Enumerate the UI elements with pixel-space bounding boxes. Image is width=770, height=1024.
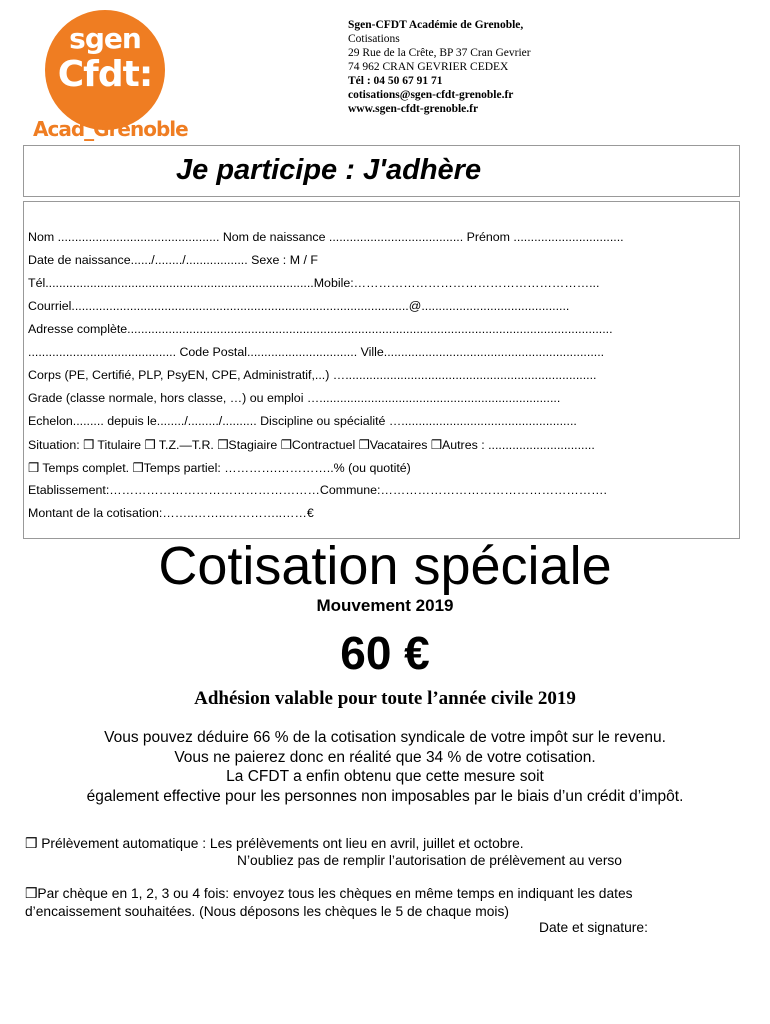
- form-line-situation[interactable]: Situation: ❒ Titulaire ❒ T.Z.—T.R. ❒Stagiaire ❒Contractuel ❒Vacataires ❒Autres : ...............................: [28, 438, 595, 452]
- payment-cheque-note: d’encaissement souhaitées. (Nous déposons les chèques le 5 de chaque mois): [25, 904, 509, 919]
- form-line-postcode-city[interactable]: ........................................... Code Postal................................ Ville................................................................: [28, 345, 605, 359]
- form-line-grade[interactable]: Grade (classe normale, hors classe, …) ou emploi …......................................................................: [28, 391, 561, 405]
- tax-line-4: également effective pour les personnes non imposables par le biais d’un crédit d’impôt.: [86, 787, 684, 805]
- form-line-email[interactable]: Courriel..................................................................................................@...........................................: [28, 299, 570, 313]
- tax-line-3: La CFDT a enfin obtenu que cette mesure soit: [226, 768, 544, 785]
- page-title: Je participe : J'adhère: [176, 154, 482, 186]
- payment-cheque-option[interactable]: ❒Par chèque en 1, 2, 3 ou 4 fois: envoyez tous les chèques en même temps en indiquant les dates: [25, 886, 633, 901]
- form-line-birth[interactable]: Date de naissance....../......../.................. Sexe : M / F: [28, 253, 318, 267]
- address-email[interactable]: cotisations@sgen-cfdt-grenoble.fr: [348, 89, 514, 101]
- form-line-work-time[interactable]: ❒ Temps complet. ❒Temps partiel: ………….…………..% (ou quotité): [28, 461, 411, 475]
- form-line-phone[interactable]: Tél..............................................................................Mobile:…………………………………………………...: [28, 276, 600, 290]
- special-subheading: Mouvement 2019: [316, 596, 454, 615]
- payment-auto-option[interactable]: ❒ Prélèvement automatique : Les prélèvements ont lieu en avril, juillet et octobre.: [25, 836, 524, 851]
- address-org: Sgen-CFDT Académie de Grenoble,: [348, 19, 524, 31]
- validity-note: Adhésion valable pour toute l’année civile 2019: [194, 688, 576, 709]
- membership-form: [23, 201, 740, 539]
- form-line-amount[interactable]: Montant de la cotisation:……..……..…………..……€: [28, 506, 314, 520]
- logo-line-1: sgen: [69, 22, 141, 55]
- payment-auto-note: N’oubliez pas de remplir l’autorisation de prélèvement au verso: [237, 853, 622, 868]
- address-dept: Cotisations: [348, 33, 400, 45]
- tax-line-1: Vous pouvez déduire 66 % de la cotisation syndicale de votre impôt sur le revenu.: [104, 729, 666, 746]
- tax-paragraph: [0, 728, 770, 806]
- tax-line-2: Vous ne paierez donc en réalité que 34 % de votre cotisation.: [174, 748, 596, 766]
- address-phone: Tél : 04 50 67 91 71: [348, 75, 443, 87]
- form-line-echelon[interactable]: Echelon......... depuis le......../........./.......... Discipline ou spécialité …...................................................: [28, 414, 577, 428]
- title-box: [23, 145, 740, 197]
- signature-label: Date et signature:: [539, 920, 648, 935]
- special-amount: 60 €: [340, 627, 430, 679]
- logo-caption: Acad_Grenoble: [33, 117, 188, 141]
- address-block: [348, 18, 531, 116]
- form-line-establishment[interactable]: Etablissement:……………………………………………Commune:……………………………………………….: [28, 483, 607, 497]
- form-line-name[interactable]: Nom ............................................... Nom de naissance ....................................... Prénom ................................: [28, 230, 624, 244]
- logo-line-2: Cfdt:: [57, 54, 153, 95]
- form-line-corps[interactable]: Corps (PE, Certifié, PLP, PsyEN, CPE, Administratif,...) ….........................................................................: [28, 368, 597, 382]
- address-street: 29 Rue de la Crête, BP 37 Cran Gevrier: [348, 47, 531, 59]
- address-web[interactable]: www.sgen-cfdt-grenoble.fr: [348, 103, 479, 115]
- sgen-cfdt-logo: [45, 10, 165, 130]
- special-heading: Cotisation spéciale: [158, 536, 612, 596]
- address-city: 74 962 CRAN GEVRIER CEDEX: [348, 61, 509, 73]
- form-line-address[interactable]: Adresse complète.............................................................................................................................................: [28, 322, 613, 336]
